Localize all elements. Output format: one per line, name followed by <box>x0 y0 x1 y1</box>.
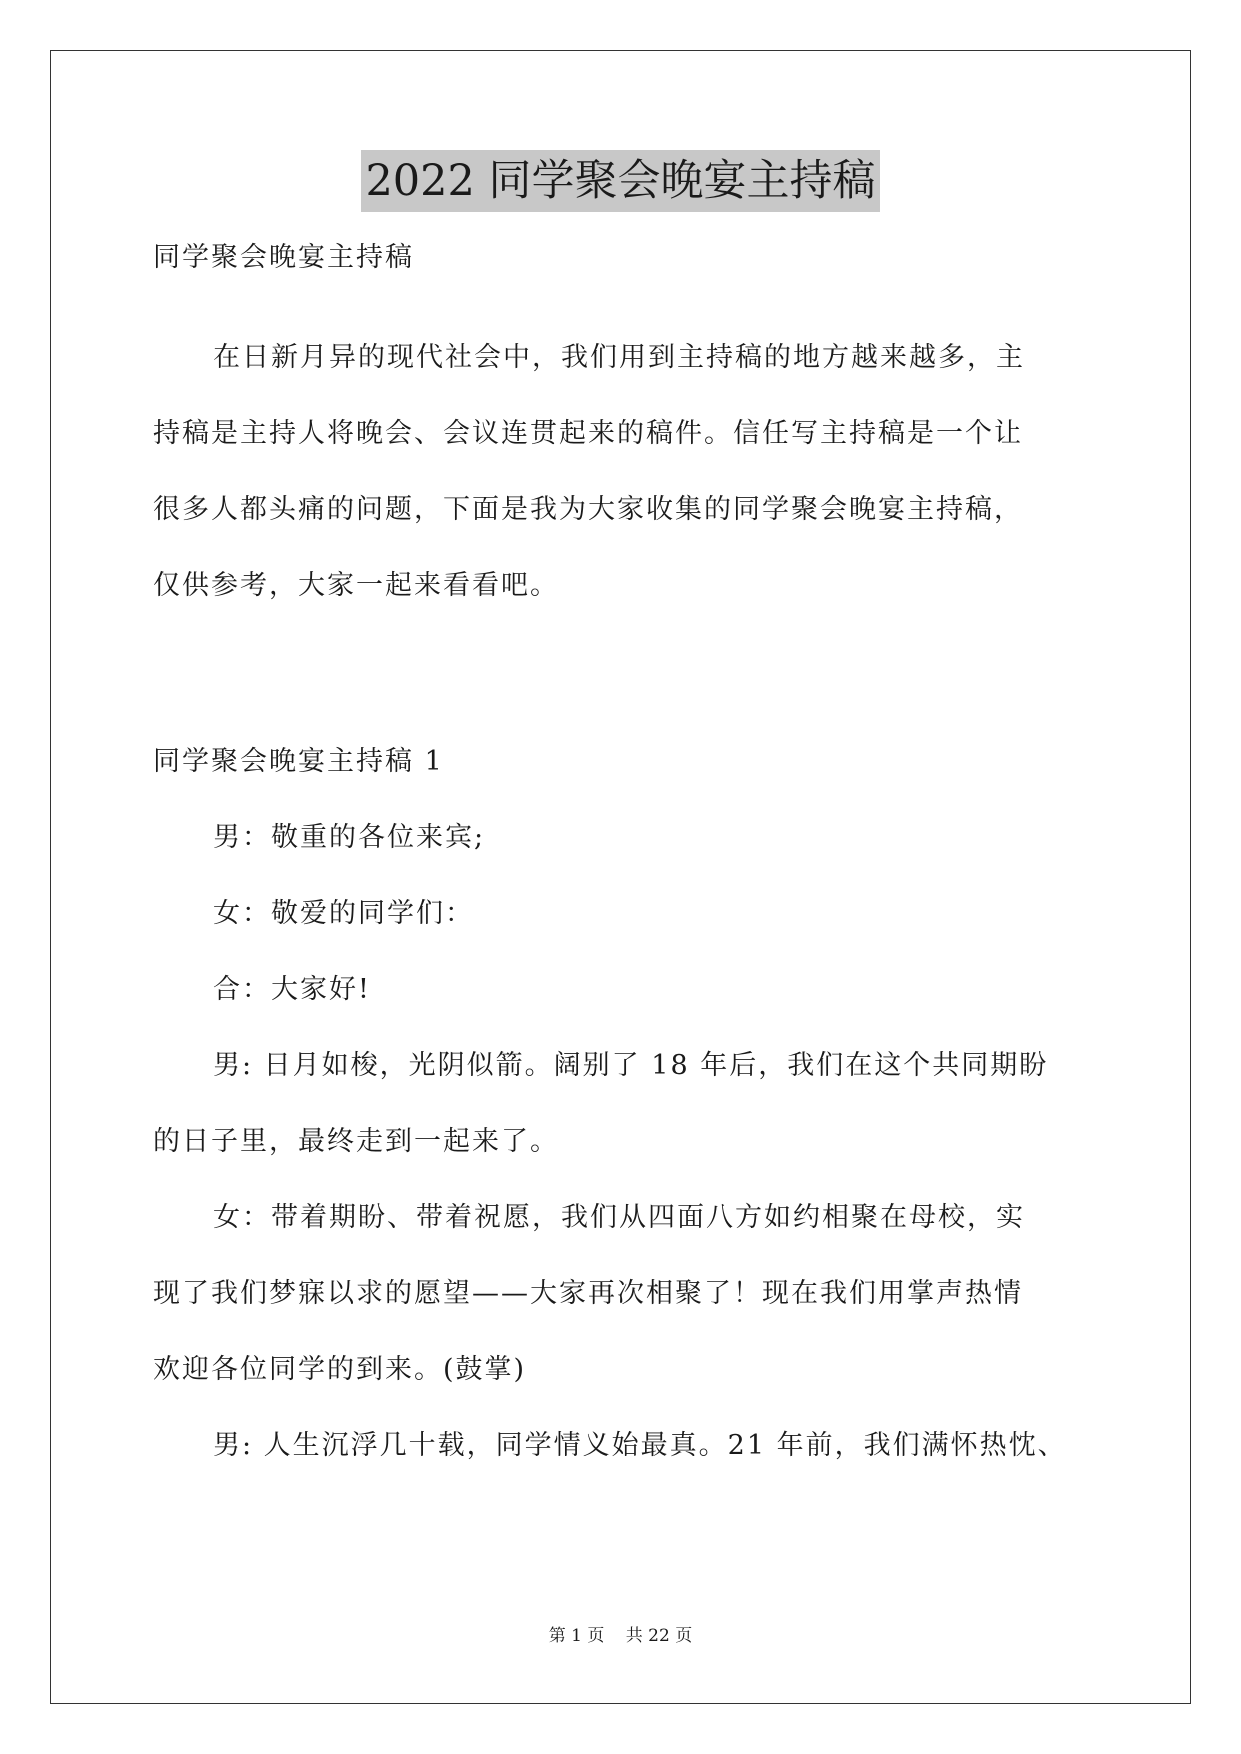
title-container <box>0 150 1241 212</box>
paragraph-line: 很多人都头痛的问题，下面是我为大家收集的同学聚会晚宴主持稿， <box>153 494 1023 525</box>
paragraph-line: 合：大家好! <box>213 974 371 1005</box>
paragraph-line: 持稿是主持人将晚会、会议连贯起来的稿件。信任写主持稿是一个让 <box>153 418 1023 449</box>
page-number: 第 1 页 <box>548 1626 605 1646</box>
paragraph-line: 男: 日月如梭，光阴似箭。阔别了 18 年后，我们在这个共同期盼 <box>213 1050 1049 1081</box>
paragraph-line: 男: 人生沉浮几十载，同学情义始最真。21 年前，我们满怀热忱、 <box>213 1430 1067 1461</box>
paragraph-line: 欢迎各位同学的到来。(鼓掌) <box>153 1354 527 1385</box>
subtitle: 同学聚会晚宴主持稿 <box>153 242 414 273</box>
document-title: 2022 同学聚会晚宴主持稿 <box>361 150 879 212</box>
paragraph-line: 女：敬爱的同学们： <box>213 898 474 929</box>
paragraph-line: 女：带着期盼、带着祝愿，我们从四面八方如约相聚在母校，实 <box>213 1202 1025 1233</box>
paragraph-line: 的日子里，最终走到一起来了。 <box>153 1126 559 1157</box>
paragraph-line: 现了我们梦寐以求的愿望——大家再次相聚了！现在我们用掌声热情 <box>153 1278 1023 1309</box>
page-footer <box>0 1625 1241 1647</box>
paragraph-line: 在日新月异的现代社会中，我们用到主持稿的地方越来越多，主 <box>213 342 1025 373</box>
section-heading: 同学聚会晚宴主持稿 1 <box>153 746 444 777</box>
paragraph-line: 男：敬重的各位来宾; <box>213 822 486 853</box>
page-total: 共 22 页 <box>625 1626 693 1646</box>
paragraph-line: 仅供参考，大家一起来看看吧。 <box>153 570 559 601</box>
